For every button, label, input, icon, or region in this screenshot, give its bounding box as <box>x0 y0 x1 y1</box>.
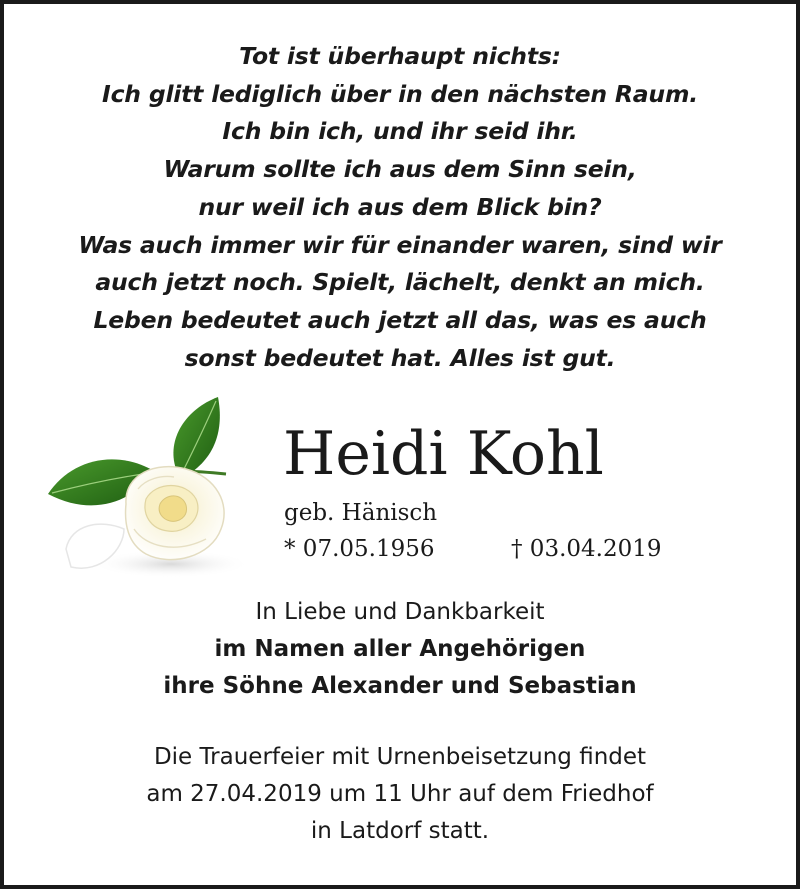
poem <box>4 38 796 377</box>
poem-line: Ich bin ich, und ihr seid ihr. <box>222 117 578 146</box>
life-dates <box>284 534 662 564</box>
white-rose-icon <box>46 389 256 589</box>
ceremony-line: Die Trauerfeier mit Urnenbeisetzung findet <box>153 744 647 770</box>
signoff-line: In Liebe und Dankbarkeit <box>255 599 545 625</box>
ceremony-line: in Latdorf statt. <box>310 818 490 844</box>
poem-line: Leben bedeutet auch jetzt all das, was es auch <box>93 305 707 334</box>
birth-name: geb. Hänisch <box>284 500 438 526</box>
poem-line: Tot ist überhaupt nichts: <box>239 42 561 70</box>
poem-line: auch jetzt noch. Spielt, lächelt, denkt an mich. <box>95 268 705 297</box>
ceremony-info <box>4 739 796 850</box>
poem-line: Was auch immer wir für einander waren, sind wir <box>78 230 722 259</box>
birth-date: * 07.05.1956 <box>284 536 435 562</box>
poem-line: Ich glitt lediglich über in den nächsten Raum. <box>102 79 698 108</box>
deceased-name: Heidi Kohl <box>283 419 604 489</box>
ceremony-line: am 27.04.2019 um 11 Uhr auf dem Friedhof <box>146 781 654 807</box>
poem-line: nur weil ich aus dem Blick bin? <box>198 192 602 221</box>
signoff <box>4 594 796 705</box>
death-date: † 03.04.2019 <box>511 536 662 562</box>
poem-line: sonst bedeutet hat. Alles ist gut. <box>184 343 616 372</box>
signoff-line: im Namen aller Angehörigen <box>214 636 586 662</box>
signoff-line: ihre Söhne Alexander und Sebastian <box>163 673 637 699</box>
poem-line: Warum sollte ich aus dem Sinn sein, <box>163 155 637 184</box>
